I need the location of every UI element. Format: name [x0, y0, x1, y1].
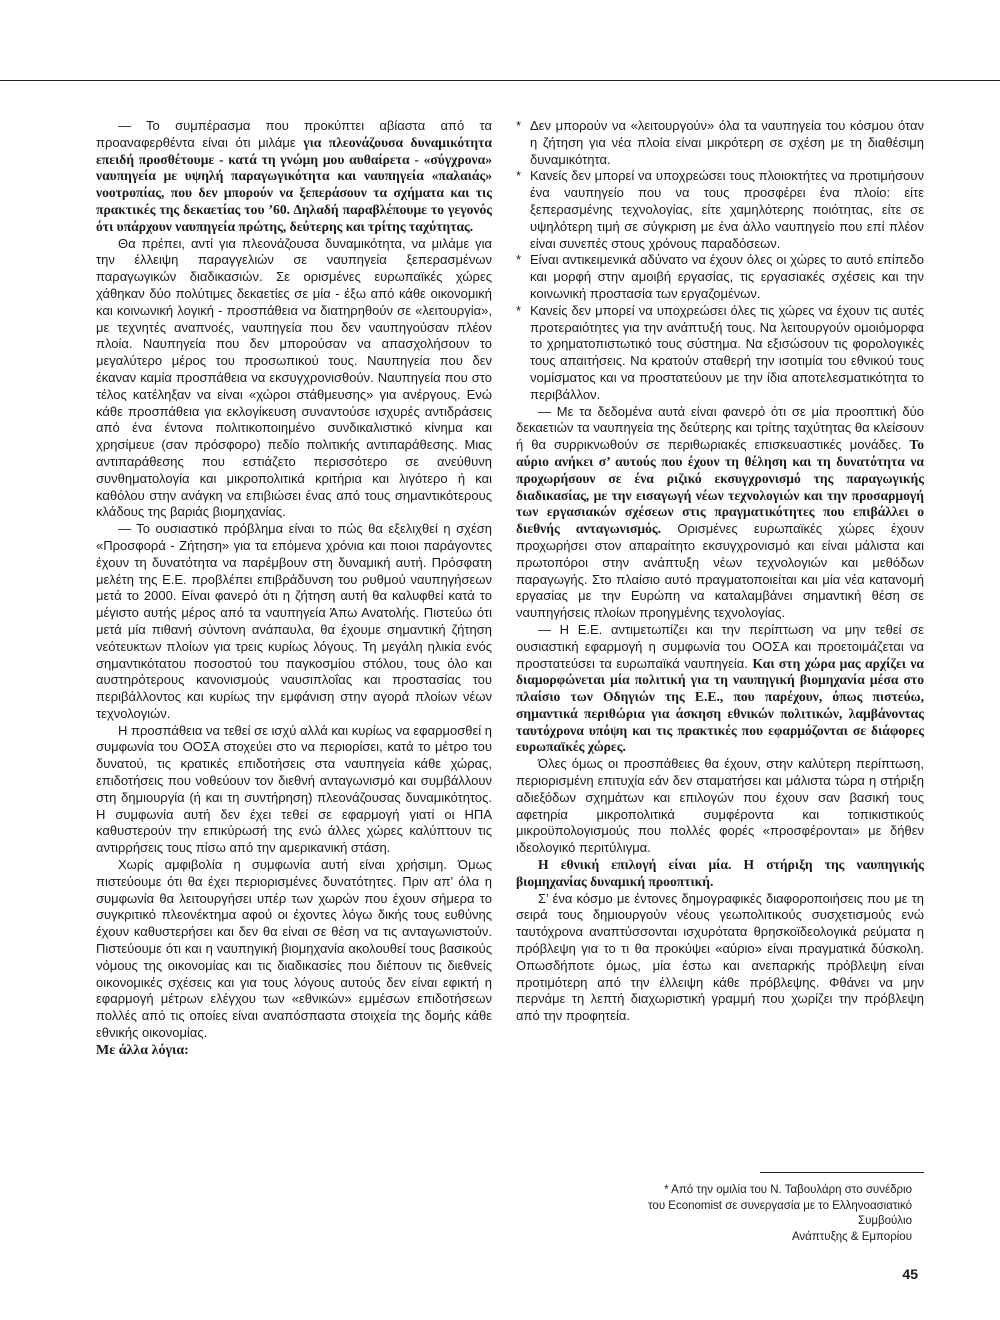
- asterisk-icon: *: [516, 302, 522, 318]
- footnote-line: Ανάπτυξης & Εμπορίου: [791, 1230, 912, 1243]
- paragraph-orders: Θα πρέπει, αντί για πλεονάζουσα δυναμικότητα, να μιλάμε για την έλλειψη παραγγελιών σε ναυπηγεία ξεπερασμένων παραγωγικών διαδικασιών. Σε ορισμένες ευρωπαϊκές χώρες χάθηκαν δύο πολύτιμες δεκαετίες σε μία - έξω από κάθε οικονομική και κοινωνική λογική - προσπάθεια να διατηρηθούν σε «λειτουργία», με τεχνητές αναπνοές, ναυπηγεία που δεν ναυπηγούσαν πλέον πλοία. Ναυπηγεία που δεν μπορούσαν να απασχολήσουν το μεγαλύτερο μέρος του προσωπικού τους. Ναυπηγεία που δεν έκαναν καμία προσπάθεια να εκσυγχρονισθούν. Ναυπηγεία που στο τέλος κατέληξαν να είναι «χώροι στάθμευσης» για ανέργους. Ενώ κάθε προσπάθεια για εκλογίκευση συναντούσε ισχυρές αντιδράσεις από ένα έντονα πολιτικοποιημένο συνδικαλιστικό κίνημα και χρησίμευε (σαν πρόσφορο) πεδίο πολιτικής αντιπαράθεσης. Μιας αντιπαράθεσης που εστιάζετο περισσότερο σε ανεύθυνη συνθηματολογία και μικροπολιτικά κριτήρια και λιγότερο ή και καθόλου στην ανάγκη να επιβιώσει ένας από τους σημαντικότερους κλάδους της βαριάς βιομηχανίας.: [96, 235, 492, 520]
- bold-text: Και στη χώρα μας αρχίζει να διαμορφώνεται μία πολιτική για τη ναυπηγική βιομηχανία μέσα στο πλαίσιο των Οδηγιών της Ε.Ε., που παρέχουν, όπως πιστεύω, σημαντικά περιθώρια για άσκηση εθνικών πολιτικών, λαμβάνοντας ταυτόχρονα υπόψη και τις πρακτικές που εφαρμόζονται σε διάφορες ευρωπαϊκές χώρες.: [516, 655, 924, 755]
- footnote-line: * Από την ομιλία του Ν. Ταβουλάρη στο συνέδριο: [664, 1184, 912, 1196]
- bullet-item: * Κανείς δεν μπορεί να υποχρεώσει όλες τις χώρες να έχουν τις αυτές προτεραιότητες για την ανάπτυξή τους. Να λειτουργούν ομοιόμορφα το χρηματοπιστωτικό τους σύστημα. Να εξισώσουν τις φορολογικές τους απαιτήσεις. Να κρατούν σταθερή την ισοτιμία του εθνικού τους νομίσματος και να προστατεύουν με την ίδια αποτελεσματικότητα το περιβάλλον.: [516, 302, 924, 402]
- bold-text: Το αύριο ανήκει σ’ αυτούς που έχουν τη θέληση και τη δυνατότητα να προχωρήσουν σε ένα ριζικό εκσυγχρονισμό της παραγωγικής διαδικασίας, με την εισαγωγή νέων τεχνολογιών και την προσαρμογή των εργασιακών σχέσεων στις πραγματικότητες που επιβάλλει ο διεθνής ανταγωνισμός.: [516, 437, 924, 537]
- asterisk-icon: *: [516, 252, 522, 268]
- bullet-item: * Δεν μπορούν να «λειτουργούν» όλα τα ναυπηγεία του κόσμου όταν η ζήτηση για νέα πλοία είναι μικρότερη σε σχέση με τη διαθέσιμη δυναμικότητα.: [516, 118, 924, 167]
- asterisk-icon: *: [516, 168, 522, 184]
- paragraph-national-choice: [516, 857, 924, 891]
- footnote: [640, 1183, 912, 1245]
- paragraph-supply-demand: — Το ουσιαστικό πρόβλημα είναι το πώς θα εξελιχθεί η σχέση «Προσφορά - Ζήτηση» για τα επόμενα χρόνια και ποιοι παράγοντες έχουν τη δυνατότητα να παρέμβουν στη δυναμική αυτή. Πρόσφατη μελέτη της Ε.Ε. προβλέπει επιβράδυνση του ρυθμού ναυπηγήσεων μετά το 2000. Είναι φανερό ότι η ζήτηση αυτή θα καλυφθεί κατά το μέγιστο αυτής μέρος από τα ναυπηγεία Άπω Ανατολής. Πιστεύω ότι μετά μία πιθανή σύντονη ανάπαυλα, θα έχουμε σημαντική ζήτηση νεότευκτων πλοίων για τρεις κυρίως λόγους. Τη μεγάλη ηλικία ενός σημαντικότατου ποσοστού του παγκοσμίου στόλου, τους όλο και αυστηρότερους κανονισμούς ναυσιπλοΐας και προστασίας του περιβάλλοντος και κυρίως την εμφάνιση στην αγορά πλοίων νέων τεχνολογιών.: [96, 521, 492, 721]
- bold-text: για πλεονάζουσα δυναμικότητα επειδή προσθέτουμε - κατά τη γνώμη μου αυθαίρετα - «σύγχρονα» ναυπηγεία με υψηλή παραγωγικότητα και ναυπηγεία «παλαιάς» νοοτροπίας, που δεν μπορούν να ξεπεράσουν τα σχήματα και τις πρακτικές της δεκαετίας του ’60. Δηλαδή παραβλέπουμε το γεγονός ότι υπάρχουν ναυπηγεία πρώτης, δεύτερης και τρίτης ταχύτητας.: [96, 134, 492, 234]
- bullet-item: * Κανείς δεν μπορεί να υποχρεώσει τους πλοιοκτήτες να προτιμήσουν ένα ναυπηγείο που να τους προσφέρει ένα πλοίο: είτε ξεπερασμένης τεχνολογίας, είτε χαμηλότερης ποιότητας, είτε σε υψηλότερη τιμή σε σύγκριση με ένα άλλο ναυπηγείο που επί πλέον είναι συνεπές στους χρόνους παραδόσεων.: [516, 168, 924, 251]
- paragraph-eu-policy: — Η Ε.Ε. αντιμετωπίζει και την περίπτωση να μην τεθεί σε ουσιαστική εφαρμογή η συμφωνία του ΟΟΣΑ και προετοιμάζεται να προστατεύσει τα ευρωπαϊκά ναυπηγεία. Και στη χώρα μας αρχίζει να διαμορφώνεται μία πολιτική για τη ναυπηγική βιομηχανία μέσα στο πλαίσιο των Οδηγιών της Ε.Ε., που παρέχουν, όπως πιστεύω, σημαντικά περιθώρια για άσκηση εθνικών πολιτικών, λαμβάνοντας ταυτόχρονα υπόψη και τις πρακτικές που εφαρμόζονται σε διάφορες ευρωπαϊκές χώρες.: [516, 621, 924, 755]
- paragraph-agreement: Χωρίς αμφιβολία η συμφωνία αυτή είναι χρήσιμη. Όμως πιστεύουμε ότι θα έχει περιορισμένες δυνατότητες. Πριν απ’ όλα η συμφωνία θα λειτουργήσει υπέρ των χωρών που έχουν σήμερα το συγκριτικό πλεονέκτημα αφού οι έχοντες λόγω δικής τους ευθύνης έχουν καθυστερήσει και δεν θα είναι σε θέση να τις ανταγωνιστούν. Πιστεύουμε ότι και η ναυπηγική βιομηχανία ακολουθεί τους βασικούς νόμους της οικονομίας και τις διαδικασίες που διέπουν τις διεθνείς οικονομικές σχέσεις και για τους λόγους αυτούς δεν είναι εφικτή η εφαρμογή μέτρων ελέγχου των «εθνικών» εμμέσων επιδοτήσεων πολλές από τις οποίες είναι αναπόσπαστα στοιχεία της δομής κάθε εθνικής οικονομίας.: [96, 857, 492, 1041]
- bold-text: Η εθνική επιλογή είναι μία. Η στήριξη της ναυπηγικής βιομηχανίας δυναμική προοπτική.: [516, 857, 924, 889]
- page-number: 45: [902, 1266, 918, 1282]
- paragraph-efforts: Όλες όμως οι προσπάθειες θα έχουν, στην καλύτερη περίπτωση, περιορισμένη επιτυχία εάν δεν σταματήσει και μάλιστα τώρα η στήριξη αδιεξόδων σχημάτων και επιλογών που έχουν σαν βασική τους αφετηρία μικροπολιτικά συμφέροντα και τοπικιστικούς μικροϋπολογισμούς που πολλές φορές «προσφέρονται» με δήθεν ιδεολογικό περιτύλιγμα.: [516, 756, 924, 856]
- asterisk-icon: *: [516, 118, 522, 133]
- paragraph-conclusion: — Το συμπέρασμα που προκύπτει αβίαστα από τα προαναφερθέντα είναι ότι μιλάμε για πλεονάζουσα δυναμικότητα επειδή προσθέτουμε - κατά τη γνώμη μου αυθαίρετα - «σύγχρονα» ναυπηγεία με υψηλή παραγωγικότητα και ναυπηγεία «παλαιάς» νοοτροπίας, που δεν μπορούν να ξεπεράσουν τα σχήματα και τις πρακτικές της δεκαετίας του ’60. Δηλαδή παραβλέπουμε το γεγονός ότι υπάρχουν ναυπηγεία πρώτης, δεύτερης και τρίτης ταχύτητας.: [96, 118, 492, 234]
- left-column: [96, 118, 492, 1060]
- in-other-words-heading: Με άλλα λόγια:: [96, 1042, 189, 1058]
- paragraph-oecd: Η προσπάθεια να τεθεί σε ισχύ αλλά και κυρίως να εφαρμοσθεί η συμφωνία του ΟΟΣΑ στοχεύει στο να περιορίσει, κατά το μέτρο του δυνατού, τις κρατικές επιδοτήσεις στα ναυπηγεία κάθε χώρας, επιδοτήσεις που νοθεύουν τον διεθνή ανταγωνισμό και συμβάλλουν στη δημιουργία (ή και τη συντήρηση) πλεονάζουσας δυναμικότητος. Η συμφωνία αυτή δεν έχει τεθεί σε εφαρμογή γιατί οι ΗΠΑ καθυστερούν την επικύρωσή της ενώ άλλες χώρες καλύπτουν τις αντιρρήσεις τους πίσω από την αμερικανική στάση.: [96, 722, 492, 856]
- right-column: [516, 118, 924, 1025]
- footnote-line: του Economist σε συνεργασία με το Ελληνοασιατικό Συμβούλιο: [648, 1199, 912, 1227]
- paragraph-future: — Με τα δεδομένα αυτά είναι φανερό ότι σε μία προοπτική δύο δεκαετιών τα ναυπηγεία της δεύτερης και τρίτης ταχύτητας θα κλείσουν ή θα συρρικνωθούν σε περιθωριακές επισκευαστικές μονάδες. Το αύριο ανήκει σ’ αυτούς που έχουν τη θέληση και τη δυνατότητα να προχωρήσουν σε ένα ριζικό εκσυγχρονισμό της παραγωγικής διαδικασίας, με την εισαγωγή νέων τεχνολογιών και την προσαρμογή των εργασιακών σχέσεων στις πραγματικότητες που επιβάλλει ο διεθνής ανταγωνισμός. Ορισμένες ευρωπαϊκές χώρες έχουν προχωρήσει στον απαραίτητο εκσυγχρονισμό και είναι μάλιστα και πρωτοπόροι στην ανάπτυξη νέων τεχνολογιών και μεθόδων παραγωγής. Στο πλαίσιο αυτό πραγματοποιείται και μία νέα κατανομή εργασίας με την Ευρώπη να καταλαμβάνει σημαντική θέση σε ναυπηγήσεις πλοίων προηγμένης τεχνολογίας.: [516, 403, 924, 621]
- bullet-item: * Είναι αντικειμενικά αδύνατο να έχουν όλες οι χώρες το αυτό επίπεδο και μορφή στην αμοιβή εργασίας, τις εργασιακές σχέσεις και την κοινωνική προστασία των εργαζομένων.: [516, 252, 924, 301]
- footnote-rule: [760, 1172, 924, 1173]
- paragraph-forecast: Σ’ ένα κόσμο με έντονες δημογραφικές διαφοροποιήσεις που με τη σειρά τους δημιουργούν νέους γεωπολιτικούς συσχετισμούς ενώ ταυτόχρονα αναπτύσσονται ισχυρότατα θρησκοϊδεολογικά ρεύματα η πρόβλεψη για το τι θα προκύψει «αύριο» είναι πραγματικά δύσκολη. Οπωσδήποτε όμως, μία έστω και ανεπαρκής πρόβλεψη είναι προτιμότερη από την έλλειψη κάθε πρόβλεψης. Φθάνει να μην περνάμε τη λεπτή διαχωριστική γραμμή που χωρίζει την πρόβλεψη από την προφητεία.: [516, 890, 924, 1024]
- header-rule: [0, 80, 1000, 81]
